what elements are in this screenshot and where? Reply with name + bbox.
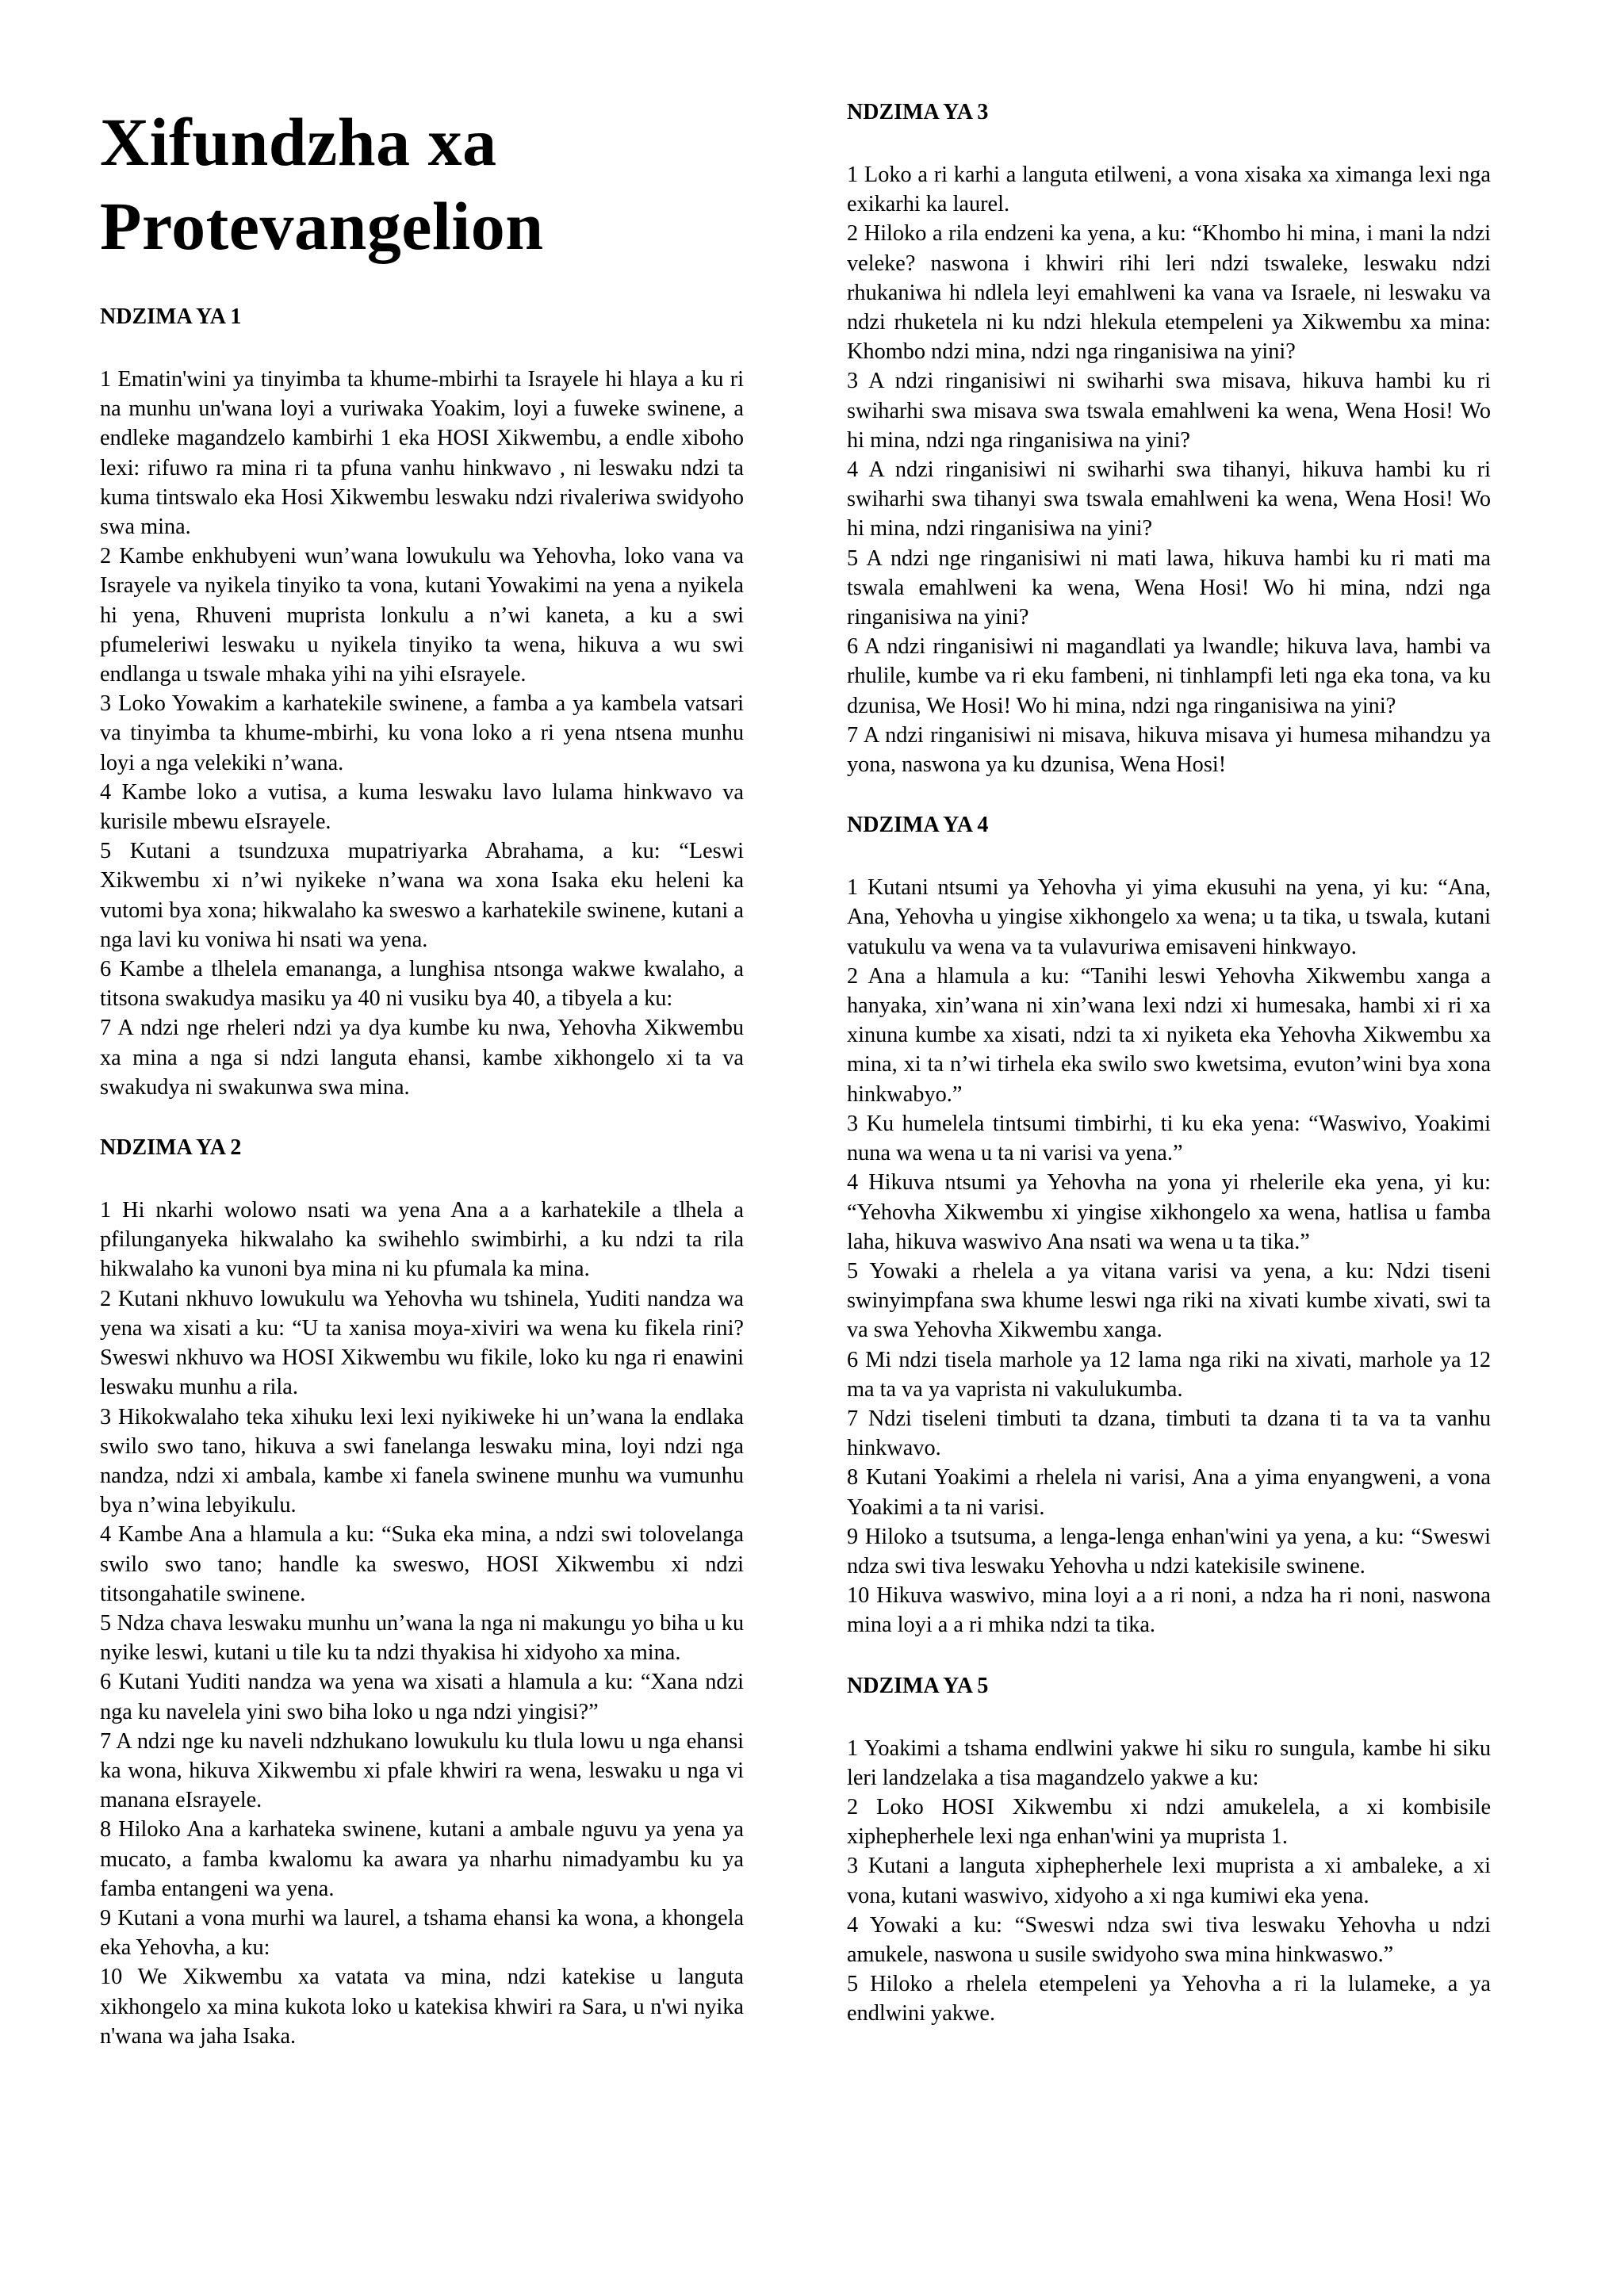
verse: 7 Ndzi tiseleni timbuti ta dzana, timbuti ta dzana ti ta va ta vanhu hinkwavo. (847, 1406, 1491, 1461)
verse: 4 Kambe loko a vutisa, a kuma leswaku lavo lulama hinkwavo va kurisile mbewu eIsrayele. (100, 779, 744, 835)
verse: 7 A ndzi nge ku naveli ndzhukano lowukulu ku tlula lowu u nga ehansi ka wona, hikuva Xikwembu xi pfale khwiri ra wena, leswaku u nga vi manana eIsrayele. (100, 1728, 744, 1813)
verse: 1 Hi nkarhi wolowo nsati wa yena Ana a a karhatekile a tlhela a pfilunganyeka hikwalaho ka swihehlo swimbirhi, a ku ndzi ta rila hikwalaho ka vunoni bya mina ni ku pfumala ka mina. (100, 1198, 744, 1282)
verse: 2 Kambe enkhubyeni wun’wana lowukulu wa Yehovha, loko vana va Israyele va nyikela tinyiko ta vona, kutani Yowakimi na yena a nyikela hi yena, Rhuveni muprista lonkulu a n’wi kaneta, a ku a swi pfumeleriwi leswaku u nyikela tinyiko ta wena, hikuva a wu swi endlanga u tswale mhaka yihi na yihi eIsrayele. (100, 544, 744, 687)
verse: 3 Hikokwalaho teka xihuku lexi lexi nyikiweke hi un’wana la endlaka swilo swo tano, hikuva a swi fanelanga leswaku mina, loyi ndzi nga nandza, ndzi xi ambala, kambe xi fanela swinene munhu wa vumunhu bya n’wina lebyikulu. (100, 1404, 744, 1518)
verse: 5 Ndza chava leswaku munhu un’wana la nga ni makungu yo biha u ku nyike leswi, kutani u tile ku ta ndzi thyakisa hi xidyoho xa mina. (100, 1610, 744, 1666)
verse: 5 A ndzi nge ringanisiwi ni mati lawa, hikuva hambi ku ri mati ma tswala emahlweni ka wena, Wena Hosi! Wo hi mina, ndzi nga ringanisiwa na yini? (847, 545, 1491, 630)
chapter-3-heading: NDZIMA YA 3 (847, 100, 989, 124)
verse: 1 Kutani ntsumi ya Yehovha yi yima ekusuhi na yena, yi ku: “Ana, Ana, Yehovha u yingise xikhongelo xa wena; u ta tika, u tswala, kutani vatukulu va wena va ta vulavuriwa emisaveni hinkwayo. (847, 875, 1491, 959)
verse: 1 Yoakimi a tshama endlwini yakwe hi siku ro sungula, kambe hi siku leri landzelaka a tisa magandzelo yakwe a ku: (847, 1735, 1491, 1790)
verse: 3 Kutani a languta xiphepherhele lexi muprista a xi ambaleke, a xi vona, kutani waswivo, xidyoho a xi nga kumiwi eka yena. (847, 1854, 1491, 1908)
chapter-4-verses (847, 873, 1491, 1640)
verse: 5 Kutani a tsundzuxa mupatriyarka Abrahama, a ku: “Leswi Xikwembu xi n’wi nyikeke n’wana wa xona Isaka eku heleni ka vutomi bya xona; hikwalaho ka sweswo a karhatekile swinene, kutani a nga lavi ku voniwa hi nsati wa yena. (100, 839, 744, 952)
verse: 6 Mi ndzi tisela marhole ya 12 lama nga riki na xivati, marhole ya 12 ma ta va ya vaprista ni vakulukumba. (847, 1347, 1491, 1402)
verse: 3 Ku humelela tintsumi timbirhi, ti ku eka yena: “Waswivo, Yoakimi nuna wa wena u ta ni varisi va yena.” (847, 1111, 1491, 1166)
verse: 6 Kambe a tlhelela emananga, a lunghisa ntsonga wakwe kwalaho, a titsona swakudya masiku ya 40 ni vusiku bya 40, a tibyela a ku: (100, 957, 744, 1012)
verse: 5 Yowaki a rhelela a ya vitana varisi va yena, a ku: Ndzi tiseni swinyimpfana swa khume leswi nga riki na xivati kumbe xivati, swi ta va swa Yehovha Xikwembu xanga. (847, 1258, 1491, 1343)
verse: 4 Yowaki a ku: “Sweswi ndza swi tiva leswaku Yehovha u ndzi amukele, naswona u susile swidyoho swa mina hinkwaswo.” (847, 1912, 1491, 1967)
chapter-5-verses (847, 1734, 1491, 2029)
verse: 7 A ndzi ringanisiwi ni misava, hikuva misava yi humesa mihandzu ya yona, naswona ya ku dzunisa, Wena Hosi! (847, 722, 1491, 778)
verse: 1 Loko a ri karhi a languta etilweni, a vona xisaka xa ximanga lexi nga exikarhi ka laurel. (847, 163, 1491, 217)
verse: 5 Hiloko a rhelela etempeleni ya Yehovha a ri la lulameke, a ya endlwini yakwe. (847, 1972, 1491, 2026)
verse: 3 A ndzi ringanisiwi ni swiharhi swa misava, hikuva hambi ku ri swiharhi swa misava swa tswala emahlweni ka wena, Wena Hosi! Wo hi mina, ndzi nga ringanisiwa na yini? (847, 369, 1491, 453)
chapter-3-verses (847, 160, 1491, 779)
verse: 2 Kutani nkhuvo lowukulu wa Yehovha wu tshinela, Yuditi nandza wa yena wa xisati a ku: “U ta xanisa moya-xiviri wa wena ku fikela rini? Sweswi nkhuvo wa HOSI Xikwembu wu fikile, loko ku nga ri enawini leswaku munhu a rila. (100, 1286, 744, 1400)
verse: 4 A ndzi ringanisiwi ni swiharhi swa tihanyi, hikuva hambi ku ri swiharhi swa tihanyi swa tswala emahlweni ka wena, Wena Hosi! Wo hi mina, ndzi ringanisiwa na yini? (847, 457, 1491, 541)
verse: 9 Hiloko a tsutsuma, a lenga-lenga enhan'wini ya yena, a ku: “Sweswi ndza swi tiva leswaku Yehovha u ndzi katekisile swinene. (847, 1524, 1491, 1578)
verse: 7 A ndzi nge rheleri ndzi ya dya kumbe ku nwa, Yehovha Xikwembu xa mina a nga si ndzi languta ehansi, kambe xikhongelo xi ta va swakudya ni swakunwa swa mina. (100, 1016, 744, 1100)
right-column (847, 0, 1491, 2029)
verse: 10 We Xikwembu xa vatata va mina, ndzi katekise u languta xikhongelo xa mina kukota loko u katekisa khwiri ra Sara, u n'wi nyika n'wana wa jaha Isaka. (100, 1965, 744, 2049)
chapter-1-verses (100, 365, 744, 1102)
verse: 10 Hikuva waswivo, mina loyi a a ri noni, a ndza ha ri noni, naswona mina loyi a a ri mhika ndzi ta tika. (847, 1583, 1491, 1638)
verse: 9 Kutani a vona murhi wa laurel, a tshama ehansi ka wona, a khongela eka Yehovha, a ku: (100, 1905, 744, 1961)
verse: 1 Ematin'wini ya tinyimba ta khume-mbirhi ta Israyele hi hlaya a ku ri na munhu un'wana loyi a vuriwaka Yoakim, loyi a fuweke swinene, a endleke magandzelo kambirhi 1 eka HOSI Xikwembu, a endle xiboho lexi: rifuwo ra mina ri ta pfuna vanhu hinkwavo , ni leswaku ndzi ta kuma tintswalo eka Hosi Xikwembu leswaku ndzi rivaleriwa swidyoho swa mina. (100, 367, 744, 540)
verse: 6 A ndzi ringanisiwi ni magandlati ya lwandle; hikuva lava, hambi va rhulile, kumbe va ri eku fambeni, ni tinhlampfi leti nga eka tona, va ku dzunisa, We Hosi! Wo hi mina, ndzi nga ringanisiwa na yini? (847, 634, 1491, 718)
chapter-2-heading: NDZIMA YA 2 (100, 1135, 242, 1161)
verse: 2 Hiloko a rila endzeni ka yena, a ku: “Khombo hi mina, i mani la ndzi veleke? naswona i khwiri rihi leri ndzi tswaleke, leswaku ndzi rhukaniwa hi ndlela leyi emahlweni ka vana va Israele, ni leswaku va ndzi rhuketela ni ku ndzi hlekula etempeleni ya Xikwembu xa mina: Khombo ndzi mina, ndzi nga ringanisiwa na yini? (847, 221, 1491, 365)
chapter-1-heading: NDZIMA YA 1 (100, 304, 242, 329)
verse: 4 Hikuva ntsumi ya Yehovha na yona yi rhelerile eka yena, yi ku: “Yehovha Xikwembu xi yingise xikhongelo xa wena, hatlisa u famba laha, hikuva waswivo Ana nsati wa wena u ta tika.” (847, 1170, 1491, 1254)
left-column (100, 0, 744, 2051)
chapter-2-verses (100, 1196, 744, 2051)
chapter-4-heading: NDZIMA YA 4 (847, 813, 989, 838)
verse: 8 Kutani Yoakimi a rhelela ni varisi, Ana a yima enyangweni, a vona Yoakimi a ta ni varisi. (847, 1465, 1491, 1520)
verse: 8 Hiloko Ana a karhateka swinene, kutani a ambale nguvu ya yena ya mucato, a famba kwalomu ka awara ya nharhu nimadyambu ku ya famba entangeni wa yena. (100, 1817, 744, 1901)
verse: 2 Loko HOSI Xikwembu xi ndzi amukelela, a xi kombisile xiphepherhele lexi nga enhan'wini ya muprista 1. (847, 1794, 1491, 1850)
document-title: Xifundzha xa Protevangelion (100, 104, 544, 264)
verse: 3 Loko Yowakim a karhatekile swinene, a famba a ya kambela vatsari va tinyimba ta khume-mbirhi, ku vona loko a ri yena ntsena munhu loyi a nga velekiki n’wana. (100, 691, 744, 775)
verse: 2 Ana a hlamula a ku: “Tanihi leswi Yehovha Xikwembu xanga a hanyaka, xin’wana ni xin’wana lexi ndzi xi humesaka, hambi xi ri xa xinuna kumbe xa xisati, ndzi ta xi nyiketa eka Yehovha Xikwembu xa mina, xi ta n’wi tirhela eka swilo swo kwetsima, evuton’wini bya xona hinkwabyo.” (847, 963, 1491, 1107)
verse: 4 Kambe Ana a hlamula a ku: “Suka eka mina, a ndzi swi tolovelanga swilo swo tano; handle ka sweswo, HOSI Xikwembu xi ndzi titsongahatile swinene. (100, 1522, 744, 1606)
chapter-5-heading: NDZIMA YA 5 (847, 1673, 989, 1698)
verse: 6 Kutani Yuditi nandza wa yena wa xisati a hlamula a ku: “Xana ndzi nga ku navelela yini swo biha loko u nga ndzi yingisi?” (100, 1670, 744, 1724)
